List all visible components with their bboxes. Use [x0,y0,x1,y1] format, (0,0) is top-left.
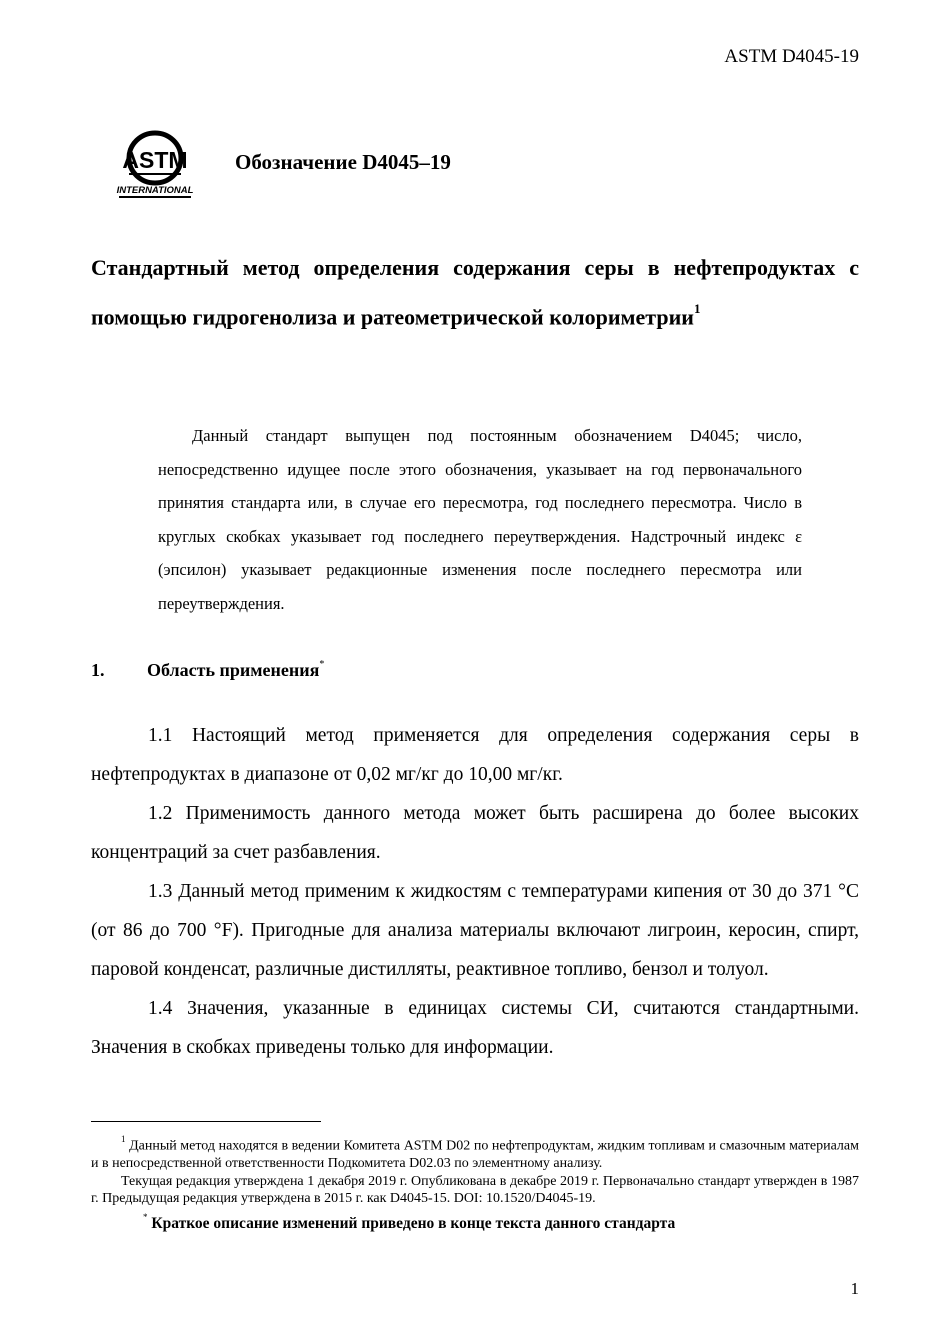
header-standard-code: ASTM D4045-19 [724,46,859,67]
footnote-1-edition: Текущая редакция утверждена 1 декабря 2019 г. Опубликована в декабре 2019 г. Первоначально стандарт утвержден в 1987 г. Предыдущая редакция утверждена в 2015 г. как D4045-15. DOI: 10.1520/D4045-19. [91,1173,859,1207]
footnote-1-ref: 1 [121,1134,126,1144]
footnote-1 [91,1133,859,1173]
paragraph-1-2: 1.2 Применимость данного метода может быть расширена до более высоких концентраций за счет разбавления. [91,803,859,863]
astm-logo-icon [113,128,197,200]
footnote-star [91,1211,859,1233]
document-designation: Обозначение D4045–19 [235,150,451,174]
section-1-number: 1. [91,660,105,680]
paragraph-1-4: 1.4 Значения, указанные в единицах системы СИ, считаются стандартными. Значения в скобках приведены только для информации. [91,998,859,1058]
paragraph-1-1: 1.1 Настоящий метод применяется для определения содержания серы в нефтепродуктах в диапазоне от 0,02 мг/кг до 10,00 мг/кг. [91,725,859,785]
page-number: 1 [850,1279,859,1298]
footnote-star-ref: * [143,1211,148,1222]
title-footnote-ref: 1 [693,301,701,316]
footnote-star-text: Краткое описание изменений приведено в конце текста данного стандарта [151,1214,676,1232]
section-1-marker: * [319,659,325,670]
standard-notice: Данный стандарт выпущен под постоянным обозначением D4045; число, непосредственно идущее после этого обозначения, указывает на год первоначального принятия стандарта или, в случае его пересмотра, год последнего пересмотра. Число в круглых скобках указывает год последнего переутверждения. Надстрочный индекс ε (эпсилон) указывает редакционные изменения после последнего пересмотра или переутверждения. [158,426,802,613]
document-title [91,246,859,339]
section-1-body [91,716,859,1067]
logo-caption: INTERNATIONAL [116,185,194,196]
footnote-divider [91,1121,321,1122]
footnotes [91,1133,859,1232]
section-1-heading [91,660,324,681]
footnote-1-text: Данный метод находятся в ведении Комитета ASTM D02 по нефтепродуктам, жидким топливам и смазочным материалам и в непосредственной ответственности Подкомитета D02.03 по элементному анализу. [91,1138,859,1172]
paragraph-1-3: 1.3 Данный метод применим к жидкостям с температурами кипения от 30 до 371 °С (от 86 до 700 °F). Пригодные для анализа материалы включают лигроин, керосин, спирт, паровой конденсат, различные дистилляты, реактивное топливо, бензол и толуол. [91,881,859,980]
svg-text:ASTM: ASTM [122,147,188,173]
document-title-text: Стандартный метод определения содержания серы в нефтепродуктах с помощью гидрогенолиза и ратеометрической колориметрии [91,255,859,330]
section-1-title: Область применения [147,660,320,680]
